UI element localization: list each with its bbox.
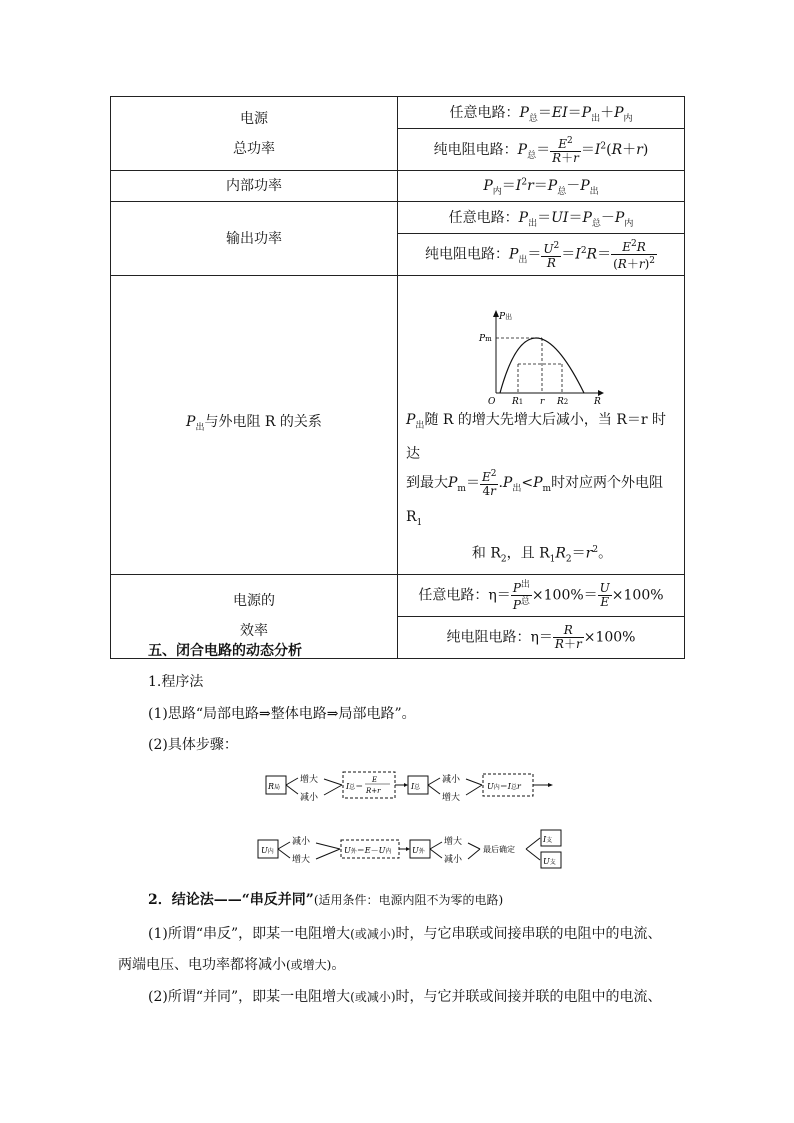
power-curve-graph [476,308,606,407]
svg-text:U外: U外 [412,846,425,855]
svg-text:增大: 增大 [292,855,311,865]
step-detail: (2)具体步骤： [148,737,238,753]
svg-text:增大: 增大 [300,775,319,785]
label-total-power: 电源 总功率 [111,97,398,171]
section-heading: 五、闭合电路的动态分析 [148,643,302,659]
relation-cell [398,276,685,575]
label-output-power: 输出功率 [111,202,398,276]
svg-text:R2: R2 [557,397,569,407]
total-power-pure: 纯电阻电路：$P_总=$ $\frac{E^2}{R+r}$ $=I^2(R+r)$ [398,129,685,171]
parallel-rule-line1: (2)所谓“并同”，即某一电阻增大(或减小)时，与它并联或间接并联的电阻中的电流、 [148,989,662,1005]
svg-text:减小: 减小 [442,775,461,785]
label-relation: $P_出$与外电阻 R 的关系 [111,276,398,575]
step-idea: (1)思路“局部电路⇒整体电路⇒局部电路”。 [148,706,416,722]
svg-text:U外＝E－U内: U外＝E－U内 [344,846,392,855]
svg-text:I总＝: I总＝ [346,782,364,791]
svg-text:I支: I支 [543,835,553,844]
svg-text:R: R [594,397,601,407]
svg-text:减小: 减小 [444,855,463,865]
power-table [110,96,685,659]
relation-text: $P_出$随 R 的增大先增大后减小，当 R＝r 时达 到最大$P_m=$ $\frac{E^2}{4r}$ $.P_出<P_m$时对应两个外电阻 $R_1$ 和 $R_2$，且 $R_1R_2=r^2$。 [406,412,667,565]
total-power-any: 任意电路：$P_总=EI=P_出+P_内$ [398,97,685,129]
svg-text:P出: P出 [499,312,513,322]
svg-text:R局: R局 [268,782,281,791]
series-rule-line2: 两端电压、电功率都将减小(或增大)。 [118,957,346,973]
svg-text:I总: I总 [411,782,421,791]
flow-diagram [258,768,598,878]
label-internal-power: 内部功率 [111,171,398,202]
method-2-title: 2．结论法——“串反并同”(适用条件：电源内阻不为零的电路) [148,892,504,908]
svg-text:U支: U支 [543,857,556,866]
efficiency-pure: 纯电阻电路：η＝ $\frac{R}{R+r}$ ×100% [398,616,685,658]
svg-text:E: E [372,776,378,784]
series-rule-line1: (1)所谓“串反”，即某一电阻增大(或减小)时，与它串联或间接串联的电阻中的电流、 [148,926,662,942]
svg-text:减小: 减小 [292,837,311,847]
efficiency-any: 任意电路：η＝ $\frac{P^出}{P^总}$ ×100%＝ $\frac{U}{E}$ ×100% [398,574,685,616]
svg-text:U内: U内 [261,846,274,855]
svg-text:U内＝I总r: U内＝I总r [487,782,521,791]
svg-text:r: r [540,397,545,407]
svg-text:最后确定: 最后确定 [483,845,515,854]
svg-text:R1: R1 [512,397,524,407]
label-efficiency: 电源的 效率 [111,574,398,658]
svg-text:增大: 增大 [444,837,463,847]
svg-text:增大: 增大 [442,793,461,803]
svg-text:O: O [488,397,496,407]
output-power-any: 任意电路：$P_出=UI=P_总-P_内$ [398,202,685,234]
method-1-title: 1.程序法 [148,674,204,690]
output-power-pure: 纯电阻电路：$P_出=$ $\frac{U^2}{R}$ $=I^2R=$ $\frac{E^2R}{(R+r)^2}$ [398,234,685,276]
svg-text:Pm: Pm [479,334,492,344]
svg-text:R+r: R+r [366,787,381,795]
svg-text:减小: 减小 [300,793,319,803]
internal-power: $P_内=I^2r=P_总-P_出$ [398,171,685,202]
